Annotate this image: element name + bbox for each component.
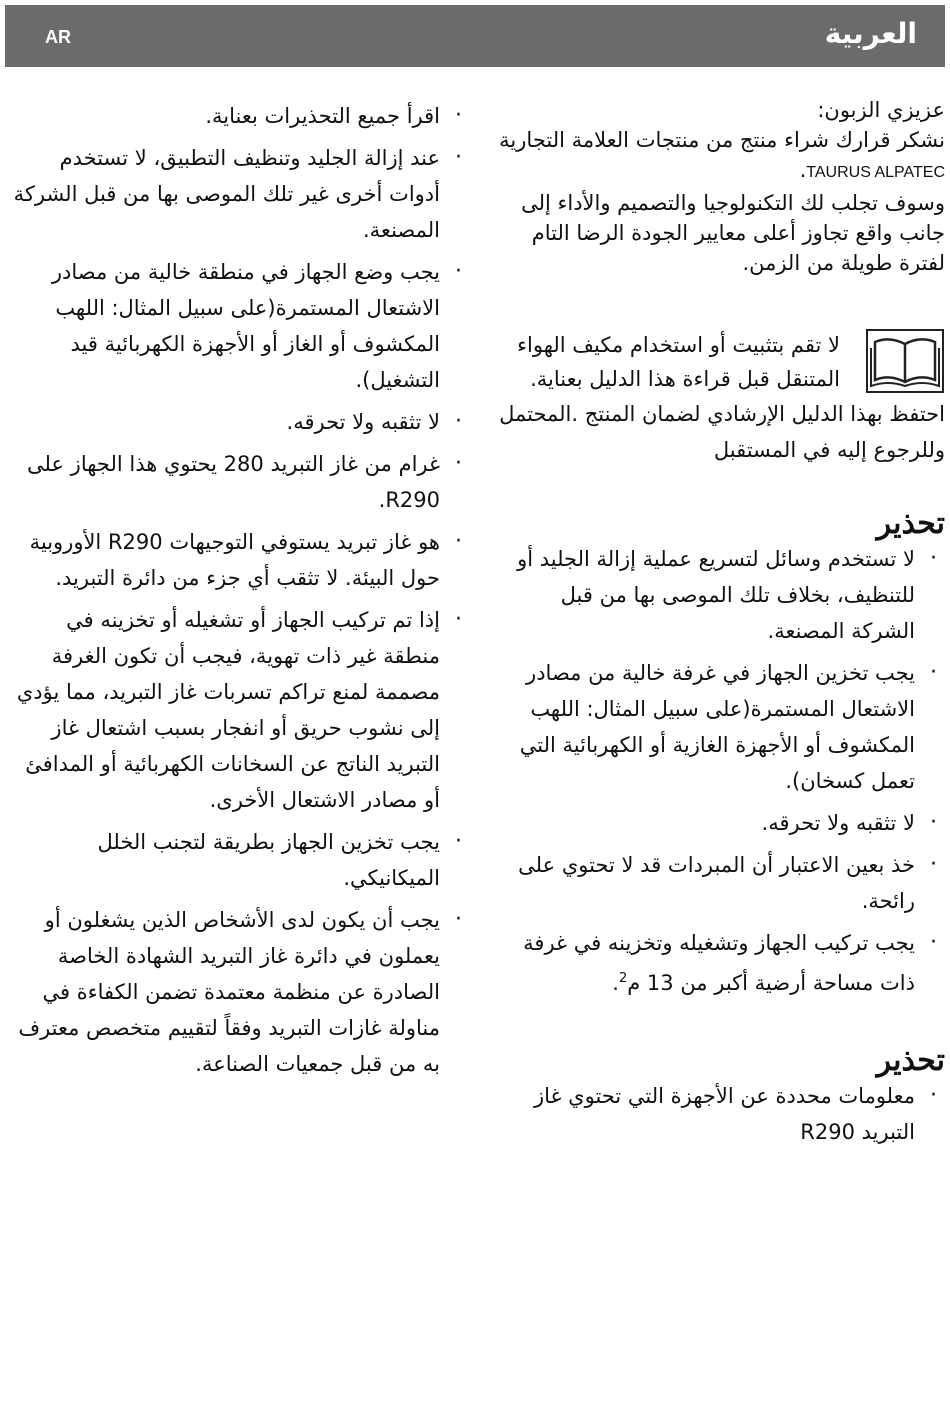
list-item: · اقرأ جميع التحذيرات بعناية. xyxy=(10,98,470,134)
language-code: AR xyxy=(45,27,71,47)
warning-list-1 xyxy=(495,541,945,1001)
right-column xyxy=(495,95,945,1156)
list-item: · معلومات محددة عن الأجهزة التي تحتوي غاز التبريد R290 xyxy=(495,1078,945,1150)
list-item: · لا تثقبه ولا تحرقه. xyxy=(10,404,470,440)
list-item: · يجب تخزين الجهاز في غرفة خالية من مصادر الاشتعال المستمرة(على سبيل المثال: اللهب المكشوف أو الأجهزة الغازية أو الكهربائية التي تعمل كسخان). xyxy=(495,655,945,799)
intro-thanks: نشكر قرارك شراء منتج من منتجات العلامة التجارية xyxy=(499,128,945,152)
open-book-icon xyxy=(865,328,945,394)
safety-list xyxy=(10,98,470,1082)
intro-text-2: وسوف تجلب لك التكنولوجيا والتصميم والأداء إلى جانب واقع تجاوز أعلى معايير الجودة الرضا التام لفترة طويلة من الزمن. xyxy=(521,191,945,275)
list-item-install: · يجب تركيب الجهاز وتشغيله وتخزينه في غرفة ذات مساحة أرضية أكبر من 13 م$^2$. xyxy=(495,925,945,1001)
warning-heading-2: تحذير xyxy=(876,1043,945,1078)
list-item: · خذ بعين الاعتبار أن المبردات قد لا تحتوي على رائحة. xyxy=(495,847,945,919)
list-item: · يجب وضع الجهاز في منطقة خالية من مصادر الاشتعال المستمرة(على سبيل المثال: اللهب المكشوف أو الغاز أو الأجهزة الكهربائية قيد التشغيل). xyxy=(10,254,470,398)
list-item: · يجب أن يكون لدى الأشخاص الذين يشغلون أو يعملون في دائرة غاز التبريد الشهادة الخاصة الصادرة عن منظمة معتمدة تضمن الكفاءة في مناولة غازات التبريد وفقاً لتقييم متخصص معترف به من قبل جمعيات الصناعة. xyxy=(10,902,470,1082)
list-item: · غرام من غاز التبريد 280 يحتوي هذا الجهاز على R290. xyxy=(10,446,470,518)
list-item: · هو غاز تبريد يستوفي التوجيهات R290 الأوروبية حول البيئة. لا تثقب أي جزء من دائرة التبريد. xyxy=(10,524,470,596)
list-item: · إذا تم تركيب الجهاز أو تشغيله أو تخزينه في منطقة غير ذات تهوية، فيجب أن تكون الغرفة مصممة لمنع تراكم تسربات غاز التبريد، مما يؤدي إلى نشوب حريق أو انفجار بسبب اشتعال غاز التبريد الناتج عن السخانات الكهربائية أو المدافئ أو مصادر الاشتعال الأخرى. xyxy=(10,602,470,818)
language-title: العربية xyxy=(824,17,917,50)
greeting: عزيزي الزبون: xyxy=(817,98,945,122)
intro-section xyxy=(495,95,945,278)
intro-text-1: نشكر قرارك شراء منتج من منتجات العلامة التجارية TAURUS ALPATEC. xyxy=(499,128,945,182)
left-column xyxy=(10,98,470,1088)
warning-list-2 xyxy=(495,1078,945,1150)
notice-text: لا تقم بتثبيت أو استخدام مكيف الهواء المتنقل قبل قراءة هذا الدليل بعناية. xyxy=(517,333,840,391)
warning-heading-1: تحذير xyxy=(876,506,945,541)
list-item: · يجب تخزين الجهاز بطريقة لتجنب الخلل الميكانيكي. xyxy=(10,824,470,896)
page-header xyxy=(5,5,945,67)
list-item: · عند إزالة الجليد وتنظيف التطبيق، لا تستخدم أدوات أخرى غير تلك الموصى بها من قبل الشركة المصنعة. xyxy=(10,140,470,248)
keep-manual-text: احتفظ بهذا الدليل الإرشادي لضمان المنتج .المحتمل وللرجوع إليه في المستقبل xyxy=(499,402,945,462)
squared-superscript: 2 xyxy=(618,971,628,986)
install-text: يجب تركيب الجهاز وتشغيله وتخزينه في غرفة ذات مساحة أرضية أكبر من 13 م xyxy=(523,931,915,995)
read-manual-notice xyxy=(495,328,945,396)
list-item: · لا تستخدم وسائل لتسريع عملية إزالة الجليد أو للتنظيف، بخلاف تلك الموصى بها من قبل الشركة المصنعة. xyxy=(495,541,945,649)
brand-name: TAURUS ALPATEC xyxy=(806,164,945,181)
list-item: · لا تثقبه ولا تحرقه. xyxy=(495,805,945,841)
